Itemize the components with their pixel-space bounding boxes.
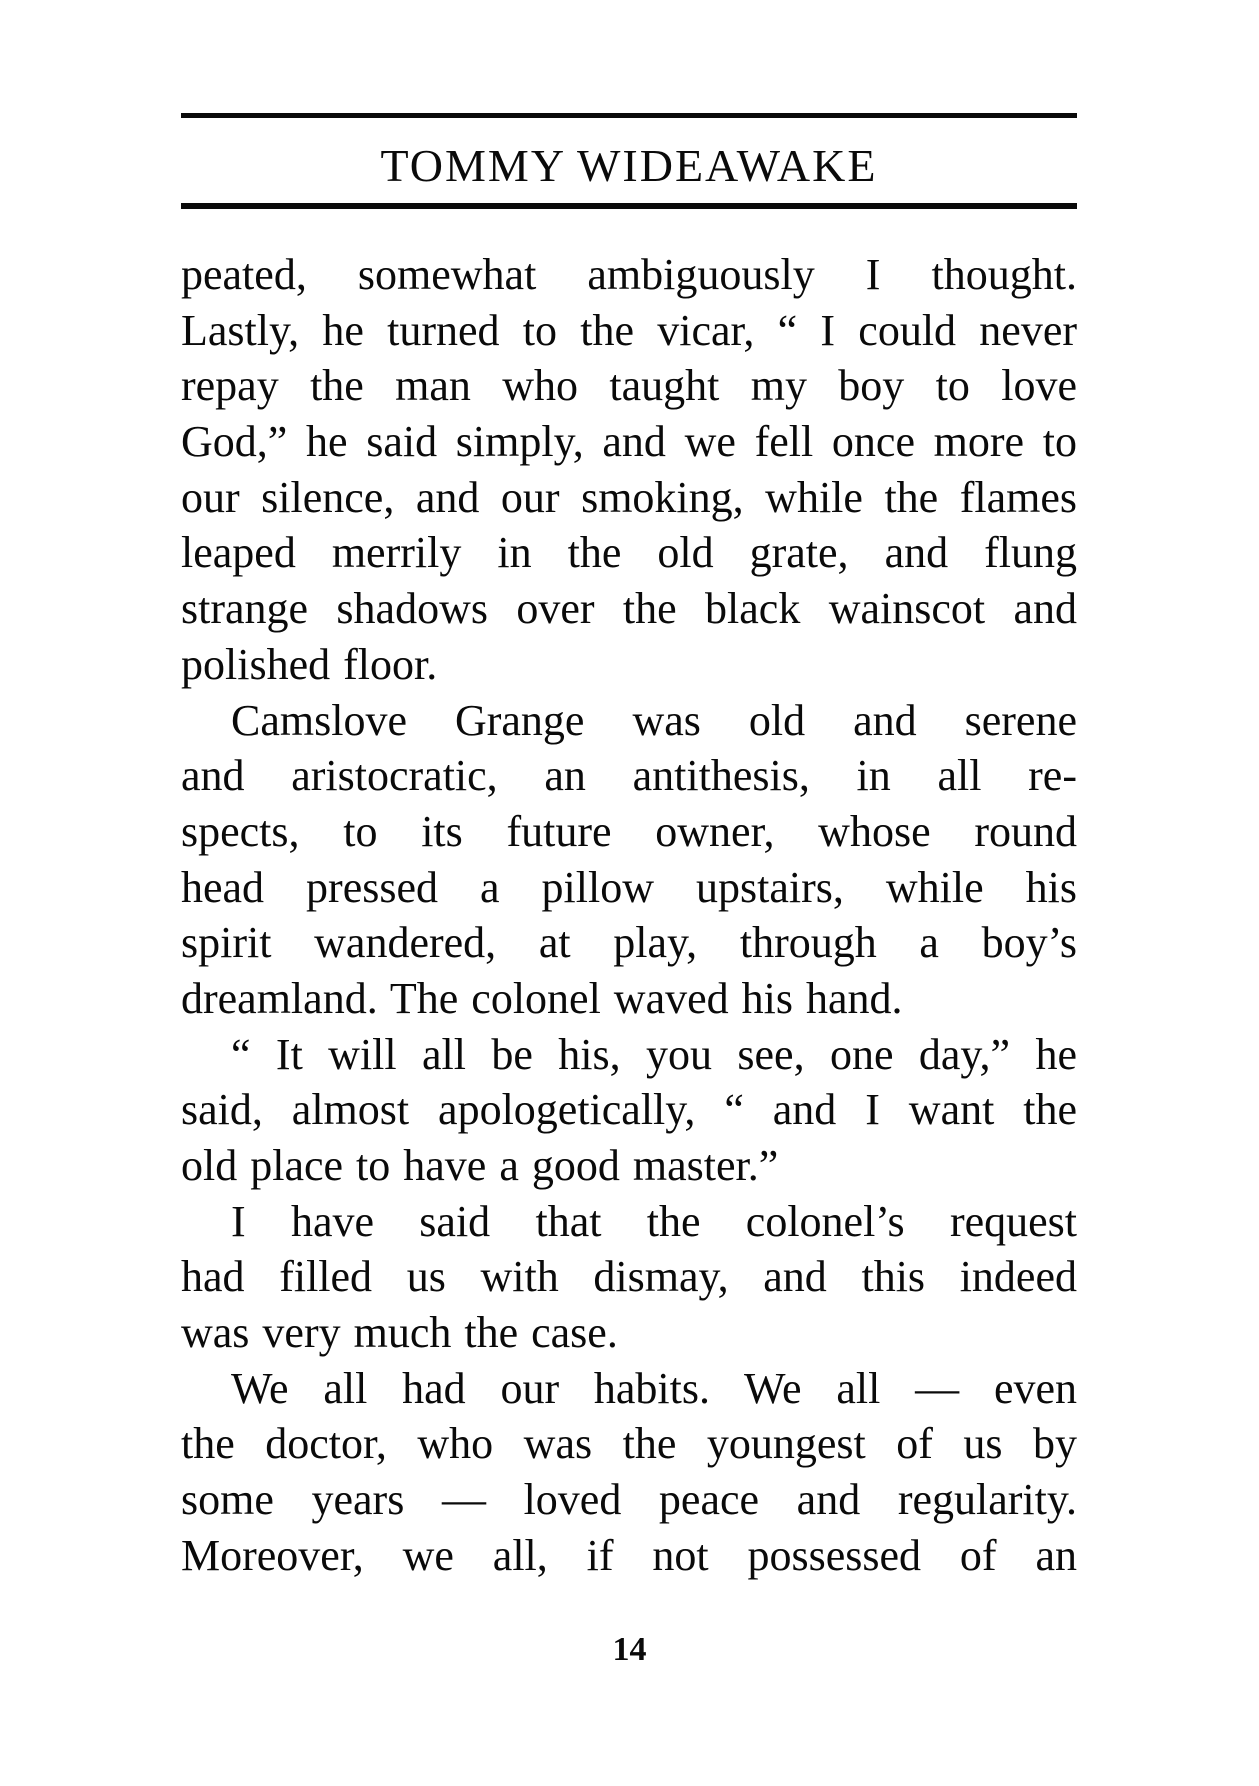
text-line: Camslove Grange was old and serene [231, 695, 1077, 745]
text-line: head pressed a pillow upstairs, while his [181, 862, 1077, 912]
text-line: polished floor. [181, 639, 438, 689]
text-line: strange shadows over the black wainscot and [181, 584, 1077, 634]
text-line: spirit wandered, at play, through a boy’s [181, 918, 1077, 968]
text-line: I have said that the colonel’s request [231, 1196, 1077, 1246]
body-text [181, 247, 1077, 1584]
text-line: God,” he said simply, and we fell once more to [181, 417, 1077, 467]
text-line: repay the man who taught my boy to love [181, 361, 1077, 411]
text-line: some years — loved peace and regularity. [181, 1475, 1077, 1525]
text-line: was very much the case. [181, 1308, 618, 1358]
text-line: old place to have a good master.” [181, 1141, 779, 1190]
text-line: Lastly, he turned to the vicar, “ I could never [181, 305, 1077, 355]
text-line: the doctor, who was the youngest of us by [181, 1419, 1077, 1469]
text-line: dreamland. The colonel waved his hand. [181, 973, 903, 1023]
header-rule-bottom [181, 203, 1077, 209]
header-rule-top [181, 113, 1077, 118]
text-line: and aristocratic, an antithesis, in all re- [181, 751, 1077, 801]
text-line: We all had our habits. We all — even [231, 1363, 1077, 1413]
text-line: leaped merrily in the old grate, and flung [181, 528, 1077, 578]
text-line: our silence, and our smoking, while the flames [181, 472, 1077, 522]
text-line: said, almost apologetically, “ and I want the [181, 1085, 1077, 1135]
text-line: peated, somewhat ambiguously I thought. [181, 250, 1077, 299]
text-line: “ It will all be his, you see, one day,” he [231, 1029, 1077, 1079]
running-head: TOMMY WIDEAWAKE [380, 140, 878, 191]
text-line: spects, to its future owner, whose round [181, 806, 1077, 856]
page-number: 14 [612, 1631, 647, 1668]
text-line: had filled us with dismay, and this indeed [181, 1252, 1077, 1302]
text-line: Moreover, we all, if not possessed of an [181, 1530, 1077, 1580]
